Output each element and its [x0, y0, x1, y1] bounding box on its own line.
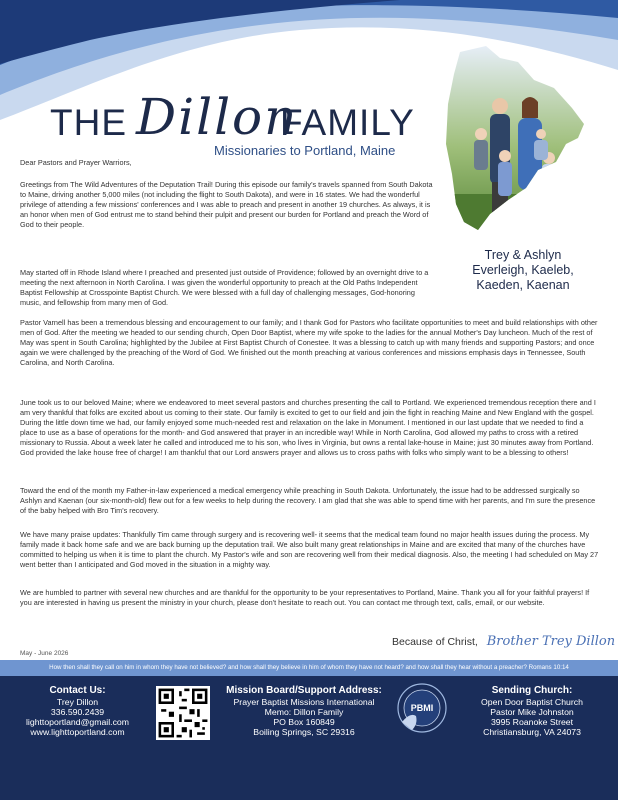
contact-name: Trey Dillon	[56, 697, 99, 707]
signature: Brother Trey Dillon	[486, 634, 616, 649]
mission-board-heading: Mission Board/Support Address:	[226, 685, 382, 696]
title-dillon: Dillon	[136, 88, 299, 146]
family-names-line3: Kaeden, Kaenan	[476, 278, 570, 292]
mission-board-line4: Boiling Springs, SC 29316	[253, 727, 355, 737]
contact-phone[interactable]: 336.590.2439	[50, 707, 105, 717]
paragraph-1: Greetings from The Wild Adventures of the Deputation Trail! During this episode our family's travels spanned from South Dakota to Maine, driving another 5,000 miles (not including the flight to South Dakota), and were in 16 states. We had the wonderful privilege of attending a few missions' conferences and I was able to preach and present in another 19 churches. As always, it is an honor when men of God entrust me to stand behind their pulpit and present our burden for Portland and preach the Word of God to their people.	[20, 180, 433, 229]
family-names-line1: Trey & Ashlyn	[484, 248, 562, 262]
mission-board-line3: PO Box 160849	[273, 717, 335, 727]
letter-paragraph-2a	[20, 268, 438, 308]
sending-church-section	[452, 686, 612, 737]
sending-church-line1: Open Door Baptist Church	[481, 697, 583, 707]
contact-section	[10, 686, 145, 737]
closing: Because of Christ,	[392, 636, 478, 648]
letter-paragraph-3	[20, 398, 600, 458]
greeting: Dear Pastors and Prayer Warriors,	[20, 158, 132, 167]
qr-code-icon[interactable]	[156, 686, 210, 740]
footer	[0, 676, 618, 800]
paragraph-4: Toward the end of the month my Father-in-law experienced a medical emergency while preaching in South Dakota. Unfortunately, the issue had to be addressed surgically so Ashlyn and Kaenan (our six-month-old) flew out for a few weeks to help during the recovery. I am glad that she was able to spend time with her parents, and I'm sure the presence of the baby helped with Bro Tim's recovery.	[20, 486, 596, 515]
pbmi-logo-text: PBMI	[410, 703, 434, 713]
paragraph-2a: May started off in Rhode Island where I preached and presented just outside of Providence; followed by an overnight drive to a meeting the next afternoon in North Carolina. I was given the wonderful opportunity to preach at the Old Paths Independent Baptist Fellowship at Crosspointe Baptist Church. We were blessed with a full day of challenging messages, God-honoring music, and fellowship from many men of God.	[20, 268, 429, 307]
sending-church-line3: 3995 Roanoke Street	[490, 717, 574, 727]
letter-paragraph-6	[20, 588, 600, 608]
paragraph-6: We are humbled to partner with several new churches and are thankful for the opportunity to be your representatives to Portland, Maine. Thank you all for your faithful prayers! If you are interested in having us present the ministry in your church, please don't hesitate to reach out. You can contact me through text, calls, email, or our website.	[20, 588, 590, 607]
contact-heading: Contact Us:	[49, 685, 106, 696]
mission-board-section	[218, 686, 390, 737]
contact-email[interactable]: lighttoportland@gmail.com	[26, 717, 129, 727]
signature-block	[392, 634, 615, 649]
subtitle: Missionaries to Portland, Maine	[214, 143, 396, 158]
sending-church-heading: Sending Church:	[491, 685, 573, 696]
family-photo-maine-shape	[438, 44, 588, 236]
family-names-line2: Everleigh, Kaeleb,	[472, 263, 574, 277]
title-family: FAMILY	[280, 102, 415, 143]
letter-paragraph-1	[20, 180, 440, 230]
paragraph-2b: Pastor Varnell has been a tremendous blessing and encouragement to our family; and I thank God for Pastors who facilitate opportunities to meet and build relationships with other men of God. After the meeting we headed to our sending church, Open Door Baptist, where my wife spoke to the ladies for the annual Mother's Day luncheon. Much of the rest of May was spent in South Carolina; highlighted by the Jubilee at First Baptist Church of Conestee. It was a blessing to catch up with many friends and supporting Pastors; and once again we were challenged by the preaching of the Word of God. We finished out the month preaching at various conferences and missions emphasis days in Tennessee, South Carolina, and North Carolina.	[20, 318, 598, 367]
mission-board-line1: Prayer Baptist Missions International	[233, 697, 375, 707]
pbmi-logo-icon	[396, 682, 448, 734]
letter-paragraph-4	[20, 486, 600, 516]
letter-paragraph-2b	[20, 318, 600, 368]
mission-board-line2: Memo: Dillon Family	[264, 707, 344, 717]
contact-website[interactable]: www.lighttoportland.com	[30, 727, 125, 737]
paragraph-5: We have many praise updates: Thankfully Tim came through surgery and is recovering well- it seems that the medical team found no major health issues during the process. My family made it back home safe and we are back burning up the deputation trail. We also built many great relationships in Maine and are excited that many of the churches have committed to helping us when it is time to plant the church. My Pastor's wife and son are recovering well from their medical diagnosis. Also, the meeting I had scheduled on May 27 went better than I anticipated and God moved in the situation in a mighty way.	[20, 530, 599, 569]
sending-church-line2: Pastor Mike Johnston	[490, 707, 574, 717]
newsletter-date: May - June 2026	[20, 650, 69, 657]
letter-greeting	[20, 158, 440, 168]
scripture-verse: How then shall they call on him in whom they have not believed? and how shall they believe in him of whom they have not heard? and how shall they hear without a preacher? Romans 10:14	[49, 664, 569, 671]
sending-church-line4: Christiansburg, VA 24073	[483, 727, 581, 737]
letter-paragraph-5	[20, 530, 600, 570]
paragraph-3: June took us to our beloved Maine; where we endeavored to meet several pastors and churches presenting the call to Portland. We experienced tremendous reception there and I am very thankful that folks are excited about us coming to their state. Our family is excited to get to our field and join the fight in reaching Maine and New England with the gospel. During the little down time we had, our family enjoyed some much-needed rest and relaxation on the lake in Monument. I mentioned in our last update that we needed to find a place to use as a base of operations for the month- and God answered that prayer in an incredible way! While in North Carolina, God allowed my paths to cross with a retired missionary to Russia. About a week later he called and introduced me to his son, who lives in Virginia, but owns a rental lake-house in Maine; just 30 minutes away from Portland. God provided the lake house free of charge! I am thankful that our Lord answers prayer and allows us to cross paths with folks who simply want to be a blessing to others!	[20, 398, 596, 457]
family-names	[448, 248, 598, 293]
title-the: THE	[50, 102, 127, 143]
